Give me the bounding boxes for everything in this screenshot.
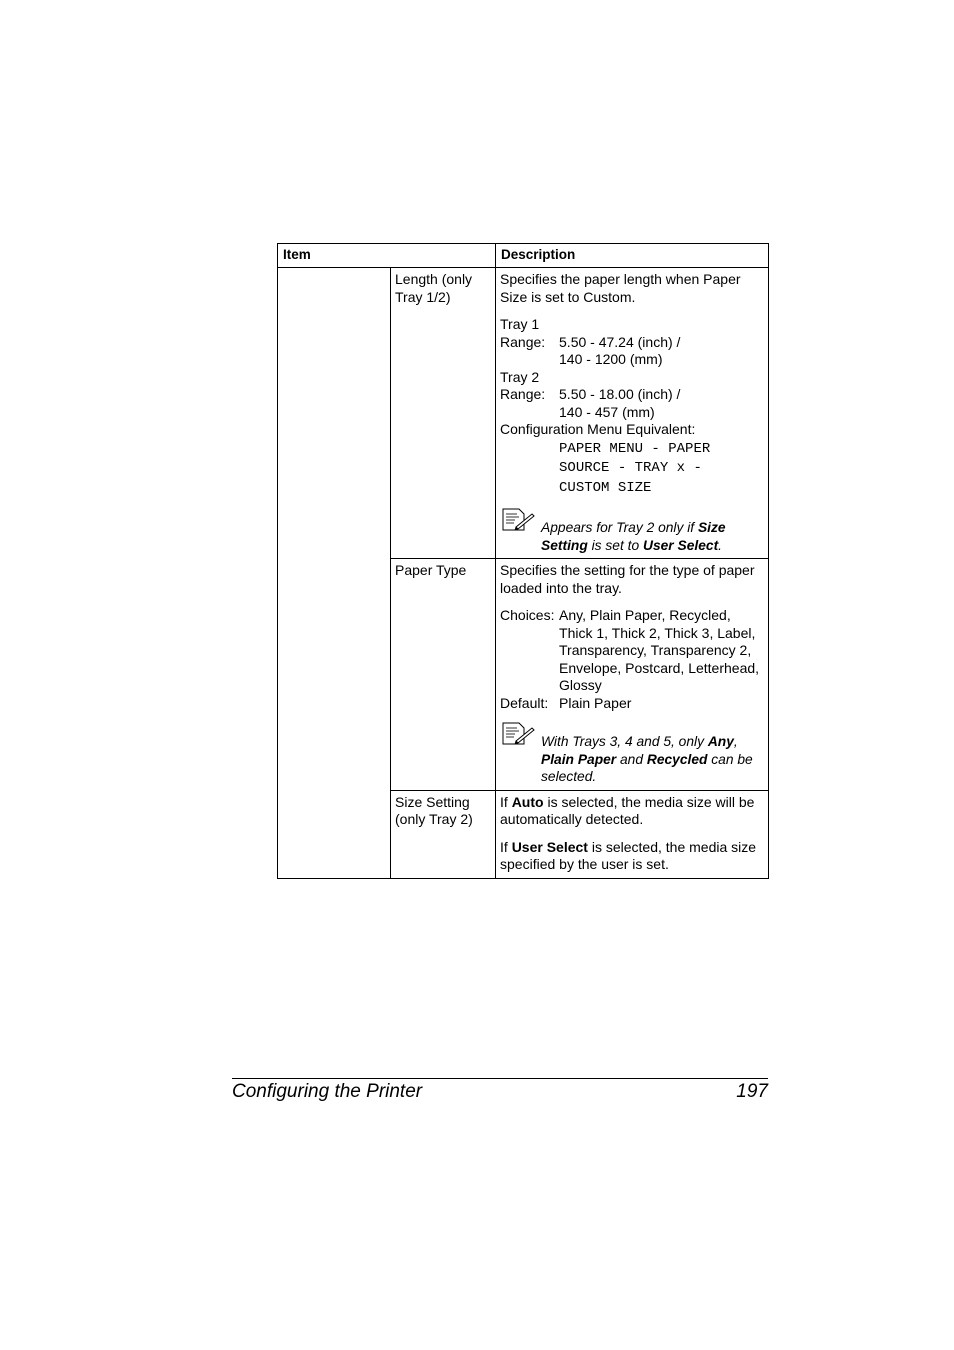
size-setting-user-select: If User Select is selected, the media size specified by the user is set.: [500, 838, 757, 872]
table-row-length: [278, 268, 769, 559]
range-value: 5.50 - 18.00 (inch) /: [559, 386, 681, 402]
note-text-paper-type: With Trays 3, 4 and 5, only Any, Plain Paper and Recycled can be selected.: [541, 734, 753, 784]
config-path-3: CUSTOM SIZE: [559, 479, 652, 496]
note-length: [500, 508, 764, 554]
range-value-mm: 140 - 457 (mm): [559, 403, 655, 420]
header-item: Item: [278, 244, 496, 268]
footer-title: Configuring the Printer: [232, 1081, 423, 1102]
tray2-range: [500, 386, 764, 404]
footer-rule: [232, 1078, 768, 1079]
config-path-1: PAPER MENU - PAPER: [559, 440, 711, 457]
default-label: Default:: [500, 694, 549, 711]
item-name-paper-type: Paper Type: [391, 559, 496, 791]
note-paper-type: [500, 722, 764, 786]
note-pencil-icon: [500, 508, 541, 554]
choices-value: Any, Plain Paper, Recycled, Thick 1, Thick 2, Thick 3, Label, Transparency, Transparency 2, Envelope, Postcard, Letterhead, Glossy: [559, 607, 760, 693]
item-group-cell: [278, 268, 391, 879]
note-text-length: Appears for Tray 2 only if Size Setting is set to User Select.: [541, 520, 726, 553]
page-number: 197: [736, 1081, 768, 1102]
choices-row: [500, 607, 764, 695]
description-size-setting: [496, 790, 769, 878]
default-value: Plain Paper: [559, 694, 632, 711]
range-value-mm: 140 - 1200 (mm): [559, 351, 663, 367]
size-setting-auto: If Auto is selected, the media size will be automatically detected.: [500, 793, 755, 827]
config-label: Configuration Menu Equivalent:: [500, 421, 696, 437]
item-name-size-setting: Size Setting (only Tray 2): [391, 790, 496, 878]
item-name-length: Length (only Tray 1/2): [391, 268, 496, 559]
range-value: 5.50 - 47.24 (inch) /: [559, 333, 681, 350]
tray2-label: Tray 2: [500, 368, 540, 385]
range-label: Range:: [500, 386, 546, 402]
default-row: [500, 695, 764, 713]
range-label: Range:: [500, 333, 546, 350]
paper-type-desc: Specifies the setting for the type of paper loaded into the tray.: [500, 562, 755, 596]
config-path-2: SOURCE - TRAY x -: [559, 460, 702, 476]
tray1-range: [500, 334, 764, 352]
length-desc: Specifies the paper length when Paper Size is set to Custom.: [500, 271, 741, 305]
description-paper-type: [496, 559, 769, 791]
settings-table: [277, 243, 769, 879]
header-description: Description: [496, 244, 769, 268]
choices-label: Choices:: [500, 607, 555, 623]
note-pencil-icon: [500, 722, 541, 786]
table-header-row: [278, 244, 769, 268]
description-length: [496, 268, 769, 559]
tray1-label: Tray 1: [500, 316, 540, 332]
